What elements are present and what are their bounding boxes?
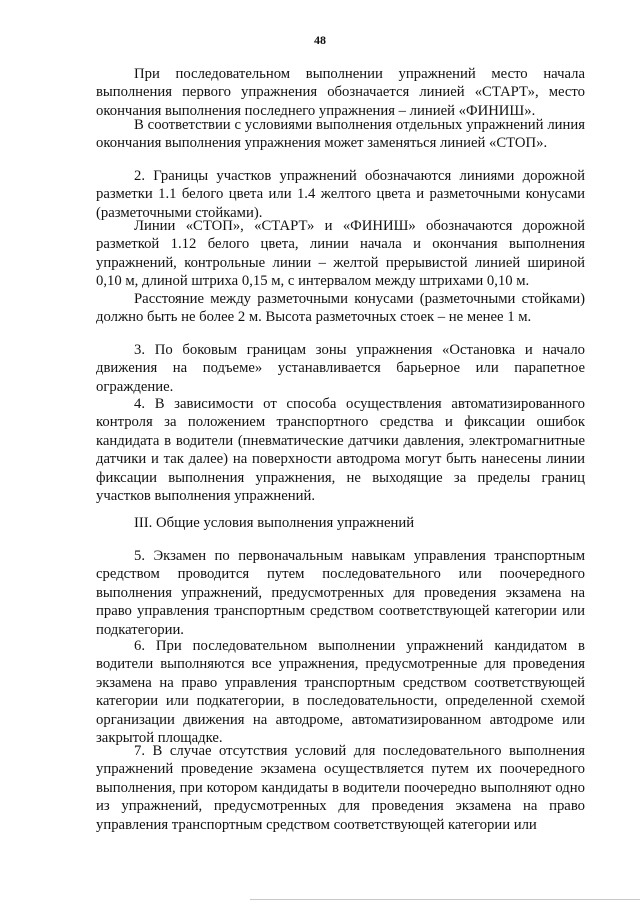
paragraph-cone-distance: Расстояние между разметочными конусами (разметочными стойками) должно быть не более 2 м. Высота разметочных стоек – не менее 1 м. xyxy=(96,291,585,326)
paragraph-stop-line: В соответствии с условиями выполнения отдельных упражнений линия окончания выполнения упражнения может заменяться линией «СТОП». xyxy=(96,117,585,152)
paragraph-5-exam: 5. Экзамен по первоначальным навыкам управления транспортным средством проводится путем последовательного или поочередного выполнения упражнений, предусмотренных для проведения экзамена на право управления транспортным средством соответствующей категории или подкатегории. xyxy=(96,548,585,638)
page-number: 48 xyxy=(314,33,326,47)
scan-edge-divider xyxy=(250,899,640,900)
paragraph-line-markings: Линии «СТОП», «СТАРТ» и «ФИНИШ» обозначаются дорожной разметкой 1.12 белого цвета, линии начала и окончания выполнения упражнений, контрольные линии – желтой прерывистой линией шириной 0,10 м, длиной штриха 0,15 м, с интервалом между штрихами 0,10 м. xyxy=(96,218,585,290)
paragraph-6-sequential: 6. При последовательном выполнении упражнений кандидатом в водители выполняются все упражнения, предусмотренные для проведения экзамена на право управления транспортным средством соответствующей категории или подкатегории, в последовательности, определенной схемой организации движения на автодроме, автоматизированном автодроме или закрытой площадке. xyxy=(96,638,585,747)
paragraph-start-finish-lines: При последовательном выполнении упражнений место начала выполнения первого упражнения обозначается линией «СТАРТ», место окончания выполнения последнего упражнения – линией «ФИНИШ». xyxy=(96,66,585,119)
section-heading: III. Общие условия выполнения упражнений xyxy=(134,515,415,531)
paragraph-7-alternate: 7. В случае отсутствия условий для последовательного выполнения упражнений проведение экзамена осуществляется путем их поочередного выполнения, при котором кандидаты в водители поочередно выполняют одно из упражнений, предусмотренных для проведения экзамена на право управления транспортным средством соответствующей категории или xyxy=(96,743,585,833)
paragraph-4-automated-control: 4. В зависимости от способа осуществления автоматизированного контроля за положением транспортного средства и фиксации ошибок кандидата в водители (пневматические датчики давления, электромагнитные датчики и так далее) на поверхности автодрома могут быть нанесены линии фиксации выполнения упражнения, не выходящие за пределы границ участков выполнения упражнений. xyxy=(96,396,585,505)
paragraph-3-barrier: 3. По боковым границам зоны упражнения «Остановка и начало движения на подъеме» устанавливается барьерное или парапетное ограждение. xyxy=(96,342,585,395)
paragraph-2-boundaries: 2. Границы участков упражнений обозначаются линиями дорожной разметки 1.1 белого цвета или 1.4 желтого цвета и разметочными конусами (разметочными стойками). xyxy=(96,168,585,221)
